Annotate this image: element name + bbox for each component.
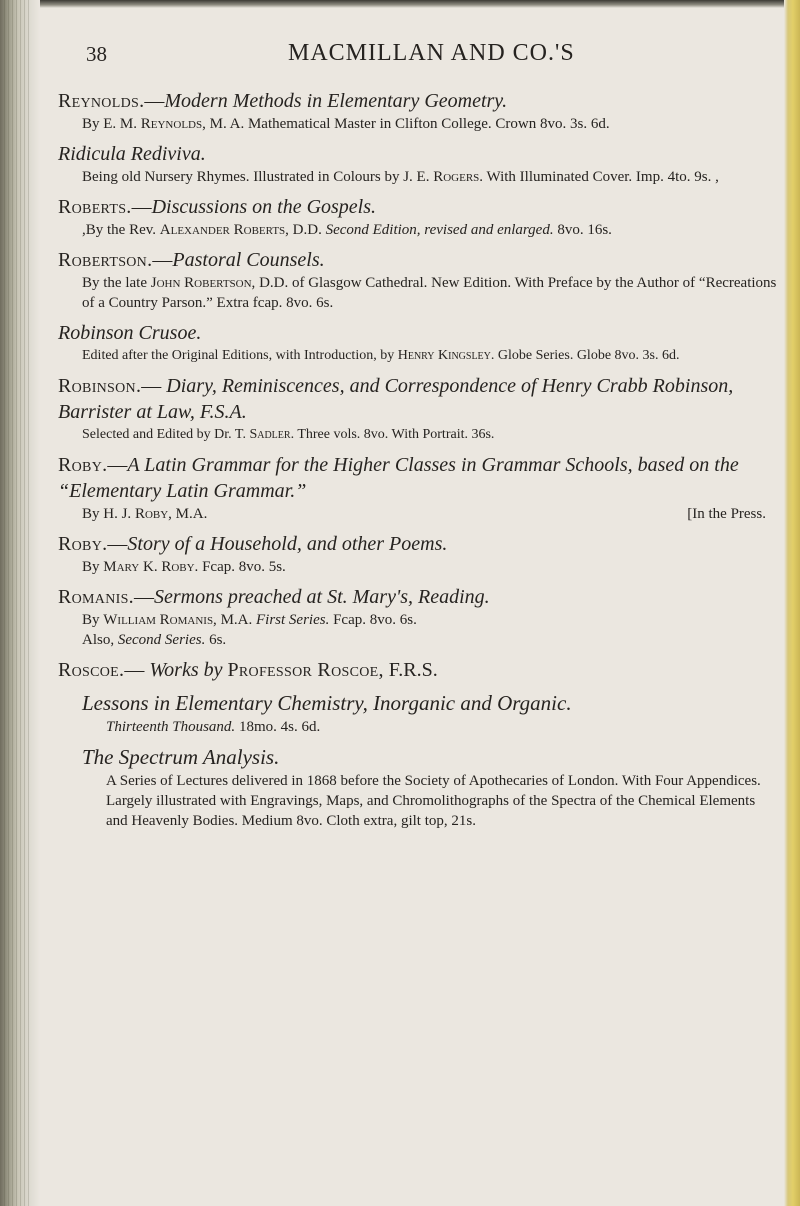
page-gutter-left xyxy=(0,0,40,1206)
entry-title: Robinson Crusoe. xyxy=(58,322,202,344)
entry-detail: Edited after the Original Editions, with Introduction, by Henry Kingsley. Globe Series. Globe 8vo. 3s. 6d. xyxy=(82,348,680,363)
entry-person: Henry Kingsley. xyxy=(397,348,495,363)
catalogue-entry xyxy=(58,194,778,240)
entry-author: Robinson. xyxy=(58,375,142,397)
entry-title: Lessons in Elementary Chemistry, Inorganic and Organic. xyxy=(82,691,572,715)
entry-edition: Second Edition, revised and enlarged. xyxy=(325,222,554,238)
entry-title: Pastoral Counsels. xyxy=(172,249,325,271)
entry-heading xyxy=(58,320,778,346)
entry-title: Discussions on the Gospels. xyxy=(151,196,377,218)
entry-detail: By H. J. Roby, M.A. [In the Press. xyxy=(82,506,766,522)
entry-detail: ,By the Rev. Alexander Roberts, D.D. Second Edition, revised and enlarged. 8vo. 16s. xyxy=(82,222,612,238)
entry-detail: By E. M. Reynolds, M. A. Mathematical Master in Clifton College. Crown 8vo. 3s. 6d. xyxy=(82,116,610,132)
entry-person: William Romanis, xyxy=(103,612,217,628)
catalogue-entry xyxy=(58,88,778,134)
entry-heading: Romanis.—Sermons preached at St. Mary's, Reading. xyxy=(58,586,490,608)
entry-title: Works by xyxy=(149,659,223,681)
entry-detail: By William Romanis, M.A. First Series. Fcap. 8vo. 6s. Also, Second Series. 6s. xyxy=(82,612,417,648)
entry-author: Roby. xyxy=(58,454,108,476)
entry-person: John Robertson, xyxy=(150,275,256,291)
entry-person: Sadler. xyxy=(249,427,295,442)
catalogue-entry xyxy=(58,320,778,366)
catalogue-entry xyxy=(58,373,778,445)
entry-heading: Reynolds.—Modern Methods in Elementary Geometry. xyxy=(58,90,508,112)
entry-author: Roby. xyxy=(58,533,108,555)
entry-heading xyxy=(58,141,778,167)
catalogue-entry xyxy=(58,531,778,577)
entry-detail: A Series of Lectures delivered in 1868 before the Society of Apothecaries of London. With Four Appendices. Largely illustrated with Engravings, Maps, and Chromolithographs of the Spectra of the Chemical Elements and Heavenly Bodies. Medium 8vo. Cloth extra, gilt top, 21s. xyxy=(106,773,761,829)
entry-detail: By Mary K. Roby. Fcap. 8vo. 5s. xyxy=(82,559,286,575)
entry-title: Story of a Household, and other Poems. xyxy=(127,533,448,555)
entry-title: Diary, Reminiscences, and Correspondence of Henry Crabb Robinson, Barrister at Law, F.S.A. xyxy=(58,375,734,423)
entry-person: Rogers. xyxy=(433,169,484,185)
entry-status-note: [In the Press. xyxy=(687,506,766,522)
entry-author: Reynolds. xyxy=(58,90,145,112)
entry-person: Professor Roscoe, xyxy=(227,659,384,681)
entry-title: A Latin Grammar for the Higher Classes in Grammar Schools, based on the “Elementary Latin Grammar.” xyxy=(58,454,739,502)
entry-heading: Roby.—Story of a Household, and other Poems. xyxy=(58,533,448,555)
entry-author: Robertson. xyxy=(58,249,153,271)
entry-title: Ridicula Rediviva. xyxy=(58,143,206,165)
entry-person: Mary xyxy=(103,559,140,575)
catalogue-entry xyxy=(58,584,778,650)
catalogue-entry xyxy=(58,247,778,313)
page-number: 38 xyxy=(86,42,107,66)
entry-author: Romanis. xyxy=(58,586,134,608)
entry-author: Roscoe. xyxy=(58,659,125,681)
entry-detail: Being old Nursery Rhymes. Illustrated in Colours by J. E. Rogers. With Illuminated Cover. Imp. 4to. 9s. , xyxy=(82,169,719,185)
catalogue-entry xyxy=(58,452,778,524)
entry-detail: Selected and Edited by Dr. T. Sadler. Three vols. 8vo. With Portrait. 36s. xyxy=(82,427,495,442)
catalogue-entry xyxy=(58,141,778,187)
entry-detail: Thirteenth Thousand. 18mo. 4s. 6d. xyxy=(106,719,321,735)
entry-author: Roberts. xyxy=(58,196,132,218)
entry-heading: Robertson.—Pastoral Counsels. xyxy=(58,249,325,271)
running-title: MACMILLAN AND CO.'S xyxy=(288,40,575,66)
catalogue-entry xyxy=(58,657,778,683)
entry-heading: Roberts.—Discussions on the Gospels. xyxy=(58,196,377,218)
entry-heading: Roby.—A Latin Grammar for the Higher Classes in Grammar Schools, based on the “Elementary Latin Grammar.” xyxy=(58,454,739,502)
page-top-edge xyxy=(0,0,800,8)
entry-person: Roby, xyxy=(134,506,172,522)
entry-heading: Roscoe.— Works by Professor Roscoe, F.R.S. xyxy=(58,659,438,681)
entry-detail: By the late John Robertson, D.D. of Glasgow Cathedral. New Edition. With Preface by the Author of “Recreationѕ of a Country Parson.” Extra fcap. 8vo. 6s. xyxy=(82,275,777,311)
entry-heading: Robinson.— Diary, Reminiscences, and Correspondence of Henry Crabb Robinson, Barrister at Law, F.S.A. xyxy=(58,375,734,423)
entry-title: The Spectrum Analysis. xyxy=(82,745,280,769)
entry-person: Alexander Roberts, xyxy=(159,222,289,238)
entry-title: Modern Methods in Elementary Geometry. xyxy=(164,90,508,112)
entry-edition: Thirteenth Thousand. xyxy=(106,719,236,735)
catalogue-entry xyxy=(58,744,778,831)
catalogue-list xyxy=(58,88,778,838)
entry-title: Sermons preached at St. Mary's, Reading. xyxy=(153,586,490,608)
catalogue-entry xyxy=(58,690,778,737)
page-edge-right xyxy=(784,0,800,1206)
entry-person: Reynolds, xyxy=(140,116,206,132)
running-head xyxy=(58,40,778,80)
